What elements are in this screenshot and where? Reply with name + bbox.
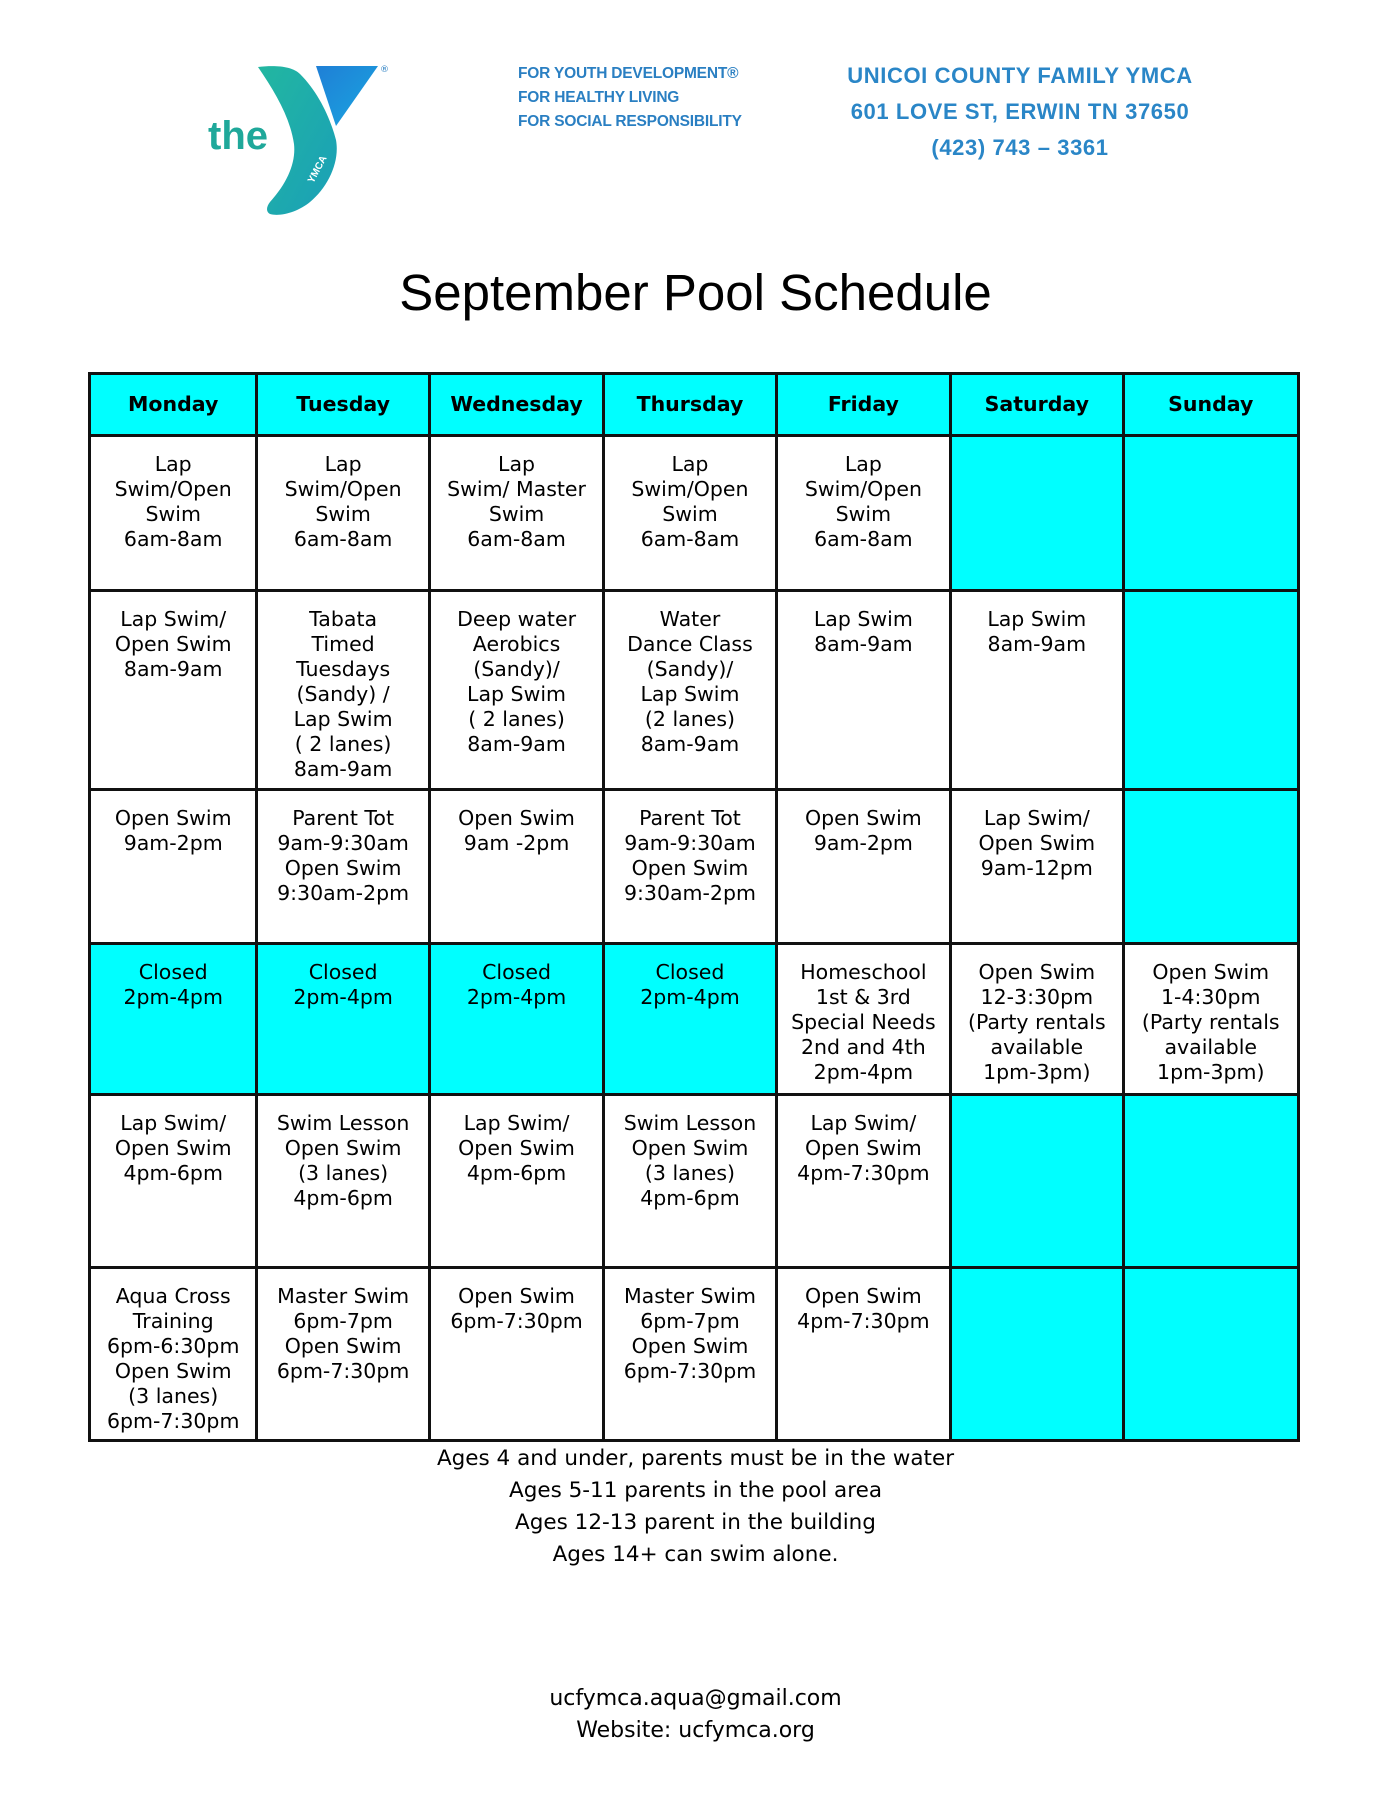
schedule-cell-line: Closed	[138, 959, 208, 984]
schedule-cell-line: 9am-2pm	[813, 831, 913, 856]
schedule-cell-line: (Sandy) /	[296, 682, 390, 707]
schedule-cell-line: Lap	[844, 452, 882, 476]
schedule-cell	[776, 1094, 950, 1267]
schedule-cell-line: 2pm-4pm	[813, 1059, 914, 1084]
schedule-row	[90, 1094, 1299, 1267]
schedule-cell	[429, 436, 603, 591]
schedule-cell	[429, 1267, 603, 1440]
age-rule: Ages 4 and under, parents must be in the water	[436, 1446, 955, 1471]
schedule-cell-line: 9am-9:30am	[277, 831, 409, 856]
schedule-cell-line: Lap	[671, 452, 709, 476]
schedule-cell-line: 6pm-7pm	[640, 1308, 740, 1333]
schedule-cell-line: Lap Swim/	[120, 607, 227, 632]
schedule-row	[90, 943, 1299, 1094]
branch-name: UNICOI COUNTY FAMILY YMCA	[847, 63, 1193, 88]
schedule-cell-line: Deep water	[457, 607, 577, 632]
schedule-cell-line: Parent Tot	[639, 806, 741, 831]
schedule-cell-line: 1st & 3rd	[815, 984, 911, 1009]
schedule-cell-line: (Sandy)/	[646, 657, 734, 682]
schedule-cell-line: Aerobics	[472, 632, 561, 657]
schedule-cell-line: 1-4:30pm	[1161, 984, 1261, 1009]
schedule-cell	[1123, 1094, 1298, 1267]
schedule-cell-line: Open Swim	[458, 806, 575, 831]
schedule-cell-line: 4pm-6pm	[640, 1185, 740, 1210]
schedule-cell-line: 6pm-7:30pm	[106, 1408, 240, 1433]
schedule-cell-line: 8am-9am	[293, 757, 393, 782]
schedule-cell-line: 8am-9am	[814, 632, 913, 657]
schedule-cell-line: 6am-8am	[640, 527, 740, 551]
schedule-cell-line: Open Swim	[978, 831, 1096, 856]
day-header: Saturday	[951, 374, 1123, 436]
schedule-cell-line: Open Swim	[284, 1333, 402, 1358]
branch-info	[820, 58, 1220, 166]
schedule-cell-line: 4pm-6pm	[466, 1160, 567, 1185]
schedule-cell	[90, 790, 257, 943]
schedule-cell-line: Open Swim	[114, 1358, 232, 1383]
schedule-cell-line: (2 lanes)	[644, 707, 736, 732]
svg-text:®: ®	[380, 65, 389, 75]
schedule-cell	[90, 591, 257, 790]
schedule-cell-line: Timed	[311, 632, 375, 657]
schedule-cell-line: Swim/Open	[114, 477, 232, 501]
schedule-cell-line: 2pm-4pm	[293, 984, 393, 1009]
schedule-cell-line: 6am-8am	[467, 527, 566, 551]
schedule-cell-line: 8am-9am	[640, 732, 740, 757]
schedule-cell	[776, 436, 950, 591]
schedule-cell-line: Training	[132, 1308, 214, 1333]
schedule-cell-line: Swim	[835, 502, 892, 526]
schedule-cell-line: 1pm-3pm)	[1157, 1059, 1265, 1084]
schedule-cell-line: Open Swim	[805, 1283, 922, 1308]
logo-ymca-text: YMCA	[306, 153, 330, 186]
age-rule: Ages 14+ can swim alone.	[552, 1542, 839, 1567]
schedule-cell-line: Lap Swim	[813, 607, 913, 632]
schedule-cell-line: Open Swim	[631, 1135, 749, 1160]
schedule-cell-line: Open Swim	[114, 1135, 232, 1160]
page-title: September Pool Schedule	[399, 264, 992, 321]
schedule-cell-line: 2nd and 4th	[801, 1034, 926, 1059]
schedule-cell-line: (3 lanes)	[128, 1383, 219, 1408]
schedule-cell	[951, 1267, 1123, 1440]
schedule-cell-line: Homeschool	[800, 959, 927, 984]
schedule-cell-line: 2pm-4pm	[466, 984, 567, 1009]
schedule-cell-line: Dance Class	[627, 632, 753, 657]
schedule-cell-line: ( 2 lanes)	[468, 707, 565, 732]
schedule-cell-line: 4pm-7:30pm	[797, 1160, 930, 1185]
schedule-cell-line: Swim/Open	[284, 477, 402, 501]
schedule-cell-line: Open Swim	[631, 1333, 749, 1358]
schedule-cell-line: 6am-8am	[293, 527, 393, 551]
schedule-cell	[1123, 943, 1298, 1094]
branch-address: 601 LOVE ST, ERWIN TN 37650	[850, 99, 1190, 124]
schedule-cell-line: 9am-12pm	[980, 856, 1093, 881]
schedule-cell-line: Lap Swim/	[120, 1110, 227, 1135]
schedule-cell-line: Swim	[488, 502, 545, 526]
schedule-cell-line: Lap Swim	[987, 607, 1087, 632]
schedule-cell-line: 8am-9am	[467, 732, 566, 757]
schedule-cell	[257, 943, 429, 1094]
schedule-cell	[1123, 436, 1298, 591]
ymca-logo	[200, 62, 415, 222]
branch-phone: (423) 743 – 3361	[931, 135, 1109, 160]
day-header: Wednesday	[429, 374, 603, 436]
schedule-cell-line: Open Swim	[284, 1135, 402, 1160]
schedule-cell-line: Open Swim	[631, 856, 749, 881]
schedule-cell-line: 2pm-4pm	[123, 984, 223, 1009]
schedule-cell-line: 8am-9am	[987, 632, 1087, 657]
schedule-cell-line: Swim	[315, 502, 371, 526]
age-rules	[0, 1443, 1391, 1571]
tagline-healthy-living: FOR HEALTHY LIVING	[518, 89, 680, 106]
schedule-cell-line: Swim/Open	[631, 477, 749, 501]
schedule-cell-line: 2pm-4pm	[640, 984, 740, 1009]
tagline-social: FOR SOCIAL RESPONSIBILITY	[518, 113, 742, 130]
schedule-cell-line: ( 2 lanes)	[294, 732, 392, 757]
schedule-cell	[604, 591, 776, 790]
schedule-cell-line: Lap Swim	[640, 682, 740, 707]
schedule-cell	[951, 943, 1123, 1094]
schedule-cell-line: Master Swim	[277, 1283, 410, 1308]
schedule-cell-line: Aqua Cross	[115, 1283, 231, 1308]
schedule-cell-line: 9am-2pm	[123, 831, 223, 856]
schedule-cell	[257, 591, 429, 790]
schedule-cell-line: Lap Swim	[293, 707, 393, 732]
day-header: Friday	[776, 374, 950, 436]
schedule-cell-line: Open Swim	[805, 1135, 922, 1160]
schedule-row	[90, 790, 1299, 943]
schedule-cell	[429, 943, 603, 1094]
schedule-cell-line: (Sandy)/	[473, 657, 560, 682]
schedule-cell-line: Open Swim	[458, 1135, 575, 1160]
schedule-cell-line: Swim/ Master	[447, 477, 586, 501]
schedule-cell-line: Lap Swim	[467, 682, 567, 707]
schedule-cell	[951, 591, 1123, 790]
schedule-cell-line: 6am-8am	[814, 527, 913, 551]
schedule-cell-line: Lap Swim/	[810, 1110, 917, 1135]
schedule-cell-line: Swim Lesson	[276, 1110, 410, 1135]
schedule-cell-line: Swim	[662, 502, 718, 526]
schedule-cell-line: 6pm-7:30pm	[623, 1358, 757, 1383]
schedule-cell-line: 9am-9:30am	[624, 831, 756, 856]
schedule-cell	[776, 1267, 950, 1440]
schedule-cell-line: Lap	[324, 452, 362, 476]
schedule-cell-line: (Party rentals	[967, 1009, 1106, 1034]
schedule-cell-line: (Party rentals	[1141, 1009, 1280, 1034]
schedule-cell-line: 9am -2pm	[463, 831, 570, 856]
schedule-cell	[429, 591, 603, 790]
tagline-youth: FOR YOUTH DEVELOPMENT®	[518, 65, 739, 82]
schedule-cell-line: 9:30am-2pm	[623, 881, 756, 906]
age-rule: Ages 12-13 parent in the building	[515, 1510, 876, 1535]
schedule-cell-line: Open Swim	[805, 806, 922, 831]
schedule-cell-line: available	[990, 1034, 1084, 1059]
day-header: Sunday	[1123, 374, 1298, 436]
contact-info	[0, 1683, 1391, 1747]
schedule-cell-line: Swim	[145, 502, 201, 526]
schedule-cell-line: 8am-9am	[123, 657, 223, 682]
schedule-cell-line: 1pm-3pm)	[983, 1059, 1091, 1084]
schedule-cell	[604, 1267, 776, 1440]
schedule-cell-line: Lap Swim/	[463, 1110, 570, 1135]
schedule-cell-line: Open Swim	[284, 856, 402, 881]
schedule-cell-line: Parent Tot	[292, 806, 394, 831]
schedule-cell-line: (3 lanes)	[298, 1160, 389, 1185]
schedule-cell-line: Tabata	[309, 607, 378, 632]
schedule-cell-line: Open Swim	[114, 632, 232, 657]
schedule-cell-line: 6pm-6:30pm	[106, 1333, 240, 1358]
schedule-cell-line: Swim/Open	[804, 477, 922, 501]
schedule-cell	[776, 591, 950, 790]
schedule-row	[90, 591, 1299, 790]
schedule-cell	[1123, 790, 1298, 943]
schedule-cell	[90, 943, 257, 1094]
schedule-cell-line: Swim Lesson	[623, 1110, 757, 1135]
schedule-cell	[1123, 591, 1298, 790]
schedule-cell-line: 12-3:30pm	[980, 984, 1094, 1009]
day-header: Tuesday	[257, 374, 429, 436]
schedule-cell-line: Lap Swim/	[983, 806, 1090, 831]
schedule-cell	[951, 1094, 1123, 1267]
schedule-cell-line: available	[1164, 1034, 1258, 1059]
schedule-cell-line: Tuesdays	[296, 657, 391, 682]
contact-website: Website: ucfymca.org	[576, 1718, 815, 1743]
schedule-cell-line: Open Swim	[458, 1283, 575, 1308]
schedule-cell-line: (3 lanes)	[644, 1160, 736, 1185]
schedule-cell-line: 6pm-7:30pm	[450, 1308, 583, 1333]
schedule-cell-line: Closed	[482, 959, 551, 984]
schedule-cell	[257, 790, 429, 943]
schedule-cell-line: 4pm-6pm	[123, 1160, 223, 1185]
schedule-cell-line: Open Swim	[978, 959, 1096, 984]
schedule-cell	[257, 1094, 429, 1267]
schedule-cell-line: 6pm-7pm	[293, 1308, 393, 1333]
logo-the-text: the	[208, 114, 268, 158]
schedule-cell	[90, 1267, 257, 1440]
schedule-cell-line: 9:30am-2pm	[277, 881, 410, 906]
schedule-cell-line: Open Swim	[114, 806, 232, 831]
schedule-body	[90, 436, 1299, 1441]
schedule-cell	[604, 436, 776, 591]
schedule-cell	[604, 790, 776, 943]
schedule-cell-line: 6pm-7:30pm	[276, 1358, 410, 1383]
schedule-cell-line: Lap	[498, 452, 536, 476]
schedule-cell	[257, 436, 429, 591]
schedule-cell	[90, 436, 257, 591]
schedule-cell-line: Water	[659, 607, 721, 632]
taglines	[518, 62, 742, 134]
day-header: Monday	[90, 374, 257, 436]
schedule-cell	[776, 790, 950, 943]
schedule-cell-line: 6am-8am	[123, 527, 223, 551]
schedule-cell-line: Special Needs	[791, 1009, 936, 1034]
age-rule: Ages 5-11 parents in the pool area	[508, 1478, 883, 1503]
day-header: Thursday	[604, 374, 776, 436]
schedule-cell-line: Open Swim	[1152, 959, 1270, 984]
schedule-row	[90, 436, 1299, 591]
schedule-cell-line: Lap	[154, 452, 192, 476]
schedule-cell	[951, 790, 1123, 943]
schedule-cell	[90, 1094, 257, 1267]
schedule-cell-line: 4pm-7:30pm	[797, 1308, 930, 1333]
schedule-header-row	[90, 374, 1299, 436]
schedule-cell	[429, 790, 603, 943]
schedule-cell	[1123, 1267, 1298, 1440]
schedule-cell-line: 4pm-6pm	[293, 1185, 393, 1210]
schedule-table	[88, 372, 1300, 1442]
schedule-cell	[257, 1267, 429, 1440]
schedule-cell	[604, 943, 776, 1094]
schedule-cell-line: Closed	[308, 959, 378, 984]
schedule-cell	[604, 1094, 776, 1267]
schedule-cell	[429, 1094, 603, 1267]
schedule-cell	[951, 436, 1123, 591]
schedule-cell-line: Master Swim	[623, 1283, 756, 1308]
schedule-cell-line: Closed	[655, 959, 725, 984]
schedule-cell	[776, 943, 950, 1094]
schedule-row	[90, 1267, 1299, 1440]
contact-email: ucfymca.aqua@gmail.com	[549, 1686, 842, 1711]
